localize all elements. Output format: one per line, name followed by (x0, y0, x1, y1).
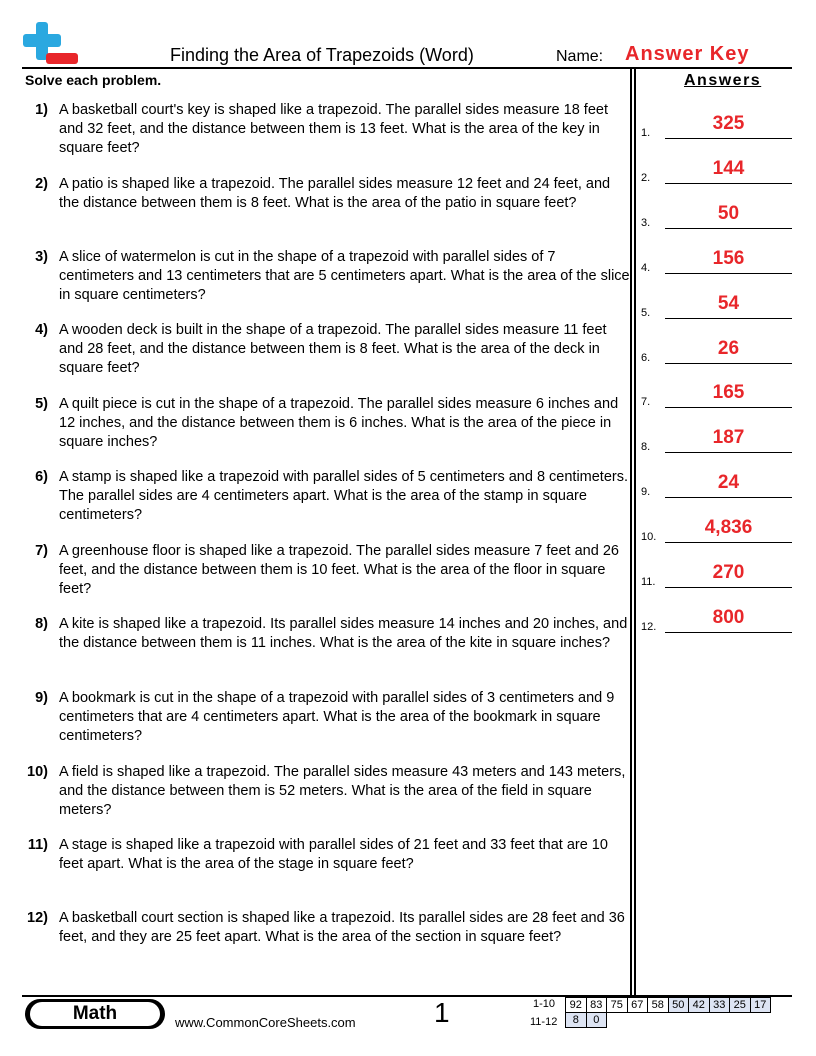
answer-line (665, 138, 792, 139)
problem-text: A basketball court's key is shaped like a trapezoid. The parallel sides measure 18 feet and 32 feet, and the distance between them is 13 feet. What is the area of the key in square feet? (59, 102, 608, 157)
answer-value: 800 (712, 607, 745, 628)
answer-line (665, 497, 792, 498)
problem-number: 10) (27, 764, 48, 780)
column-divider-right (634, 68, 636, 996)
score-row-label: 1-10 (533, 998, 556, 1010)
problem-number: 5) (35, 396, 48, 412)
answer-number: 8. (641, 441, 651, 453)
score-cell: 58 (648, 998, 669, 1013)
answer-row (641, 468, 792, 498)
answer-value: 156 (712, 248, 745, 269)
worksheet-title: Finding the Area of Trapezoids (Word) (170, 45, 474, 65)
name-label: Name: (556, 48, 604, 65)
header-divider (22, 67, 792, 69)
problem-text: A stamp is shaped like a trapezoid with parallel sides of 5 centimeters and 8 centimeters. The parallel sides are 4 centimeters apart. What is the area of the stamp in square centimeters? (59, 469, 629, 524)
answer-number: 7. (641, 396, 651, 408)
answer-row (641, 423, 792, 453)
answer-value: 50 (717, 203, 740, 224)
answer-number: 1. (641, 127, 651, 139)
answer-line (665, 542, 792, 543)
answer-value: 54 (717, 293, 740, 314)
answer-line (665, 452, 792, 453)
answer-value: 165 (712, 382, 745, 403)
answer-line (665, 273, 792, 274)
answer-row (641, 334, 792, 364)
score-cell: 17 (750, 998, 771, 1013)
problem-number: 2) (35, 176, 48, 192)
score-cell: 67 (627, 998, 648, 1013)
score-cell: 33 (709, 998, 730, 1013)
answer-row (641, 513, 792, 543)
answer-number: 3. (641, 217, 651, 229)
plus-minus-logo-icon (22, 22, 80, 68)
answer-number: 2. (641, 172, 651, 184)
score-cell: 42 (689, 998, 710, 1013)
problem-text: A bookmark is cut in the shape of a trapezoid with parallel sides of 3 centimeters and 9 centimeters that are 4 centimeters apart. What is the area of the bookmark in square centimeters? (59, 690, 615, 745)
problem-number: 12) (27, 910, 48, 926)
answer-line (665, 363, 792, 364)
answer-row (641, 558, 792, 588)
problem-number: 6) (35, 469, 48, 485)
answer-number: 10. (641, 531, 657, 543)
problem-text: A basketball court section is shaped like a trapezoid. Its parallel sides are 28 feet and 36 feet, and they are 25 feet apart. What is the area of the section in square feet? (59, 910, 625, 946)
problem-text: A wooden deck is built in the shape of a trapezoid. The parallel sides measure 11 feet and 28 feet, and the distance between them is 8 feet. What is the area of the deck in square feet? (59, 322, 607, 377)
answer-row (641, 289, 792, 319)
answer-number: 4. (641, 262, 651, 274)
answer-row (641, 603, 792, 633)
answer-row (641, 109, 792, 139)
answer-value: 4,836 (704, 517, 753, 538)
problem-number: 7) (35, 543, 48, 559)
subject-badge (25, 999, 165, 1029)
problem-number: 1) (35, 102, 48, 118)
problem-number: 8) (35, 616, 48, 632)
score-cell: 83 (586, 998, 607, 1013)
answer-line (665, 318, 792, 319)
answer-number: 6. (641, 352, 651, 364)
answer-row (641, 378, 792, 408)
problem-number: 11) (27, 837, 48, 853)
problem-text: A stage is shaped like a trapezoid with parallel sides of 21 feet and 33 feet that are 10 feet apart. What is the area of the stage in square feet? (59, 837, 608, 873)
answer-key-label: Answer Key (625, 43, 750, 65)
score-row (566, 998, 771, 1013)
answer-number: 9. (641, 486, 651, 498)
problem-text: A greenhouse floor is shaped like a trapezoid. The parallel sides measure 7 feet and 26 feet, and the distance between them is 10 feet. What is the area of the floor in square feet? (59, 543, 619, 598)
instructions: Solve each problem. (25, 72, 162, 88)
score-row-label: 11-12 (530, 1016, 558, 1028)
answer-value: 144 (712, 158, 745, 179)
subject-label: Math (30, 1002, 160, 1026)
answer-value: 187 (712, 427, 745, 448)
score-table (565, 997, 771, 1028)
answer-line (665, 632, 792, 633)
problem-number: 9) (35, 690, 48, 706)
problem-text: A field is shaped like a trapezoid. The parallel sides measure 43 meters and 143 meters, and the distance between them is 52 meters. What is the area of the field in square meters? (59, 764, 626, 819)
problem-text: A patio is shaped like a trapezoid. The parallel sides measure 12 feet and 24 feet, and the distance between them is 8 feet. What is the area of the patio in square feet? (59, 176, 611, 212)
answer-number: 11. (641, 576, 656, 588)
problem-text: A kite is shaped like a trapezoid. Its parallel sides measure 14 inches and 20 inches, and the distance between them is 11 inches. What is the area of the kite in square inches? (59, 616, 628, 652)
score-cell: 0 (586, 1013, 607, 1028)
problem-number: 4) (35, 322, 48, 338)
answer-row (641, 154, 792, 184)
score-cell: 50 (668, 998, 689, 1013)
answer-line (665, 587, 792, 588)
column-divider-left (630, 68, 632, 996)
answer-number: 5. (641, 307, 651, 319)
answer-value: 24 (717, 472, 740, 493)
answer-line (665, 407, 792, 408)
answer-row (641, 244, 792, 274)
website-link[interactable]: www.CommonCoreSheets.com (175, 1015, 356, 1030)
answer-row (641, 199, 792, 229)
answer-number: 12. (641, 621, 657, 633)
answers-header: Answers (684, 72, 762, 89)
problem-text: A slice of watermelon is cut in the shape of a trapezoid with parallel sides of 7 centimeters and 13 centimeters that are 5 centimeters apart. What is the area of the slice in square centimeters? (59, 249, 630, 304)
score-cell: 8 (566, 1013, 587, 1028)
answer-line (665, 183, 792, 184)
answer-value: 26 (717, 338, 740, 359)
score-row (566, 1013, 771, 1028)
problem-number: 3) (35, 249, 48, 265)
answer-line (665, 228, 792, 229)
problem-text: A quilt piece is cut in the shape of a trapezoid. The parallel sides measure 6 inches and 12 inches, and the distance between them is 6 inches. What is the area of the piece in square inches? (59, 396, 619, 451)
answer-value: 270 (712, 562, 745, 583)
score-cell: 92 (566, 998, 587, 1013)
score-cell: 75 (607, 998, 628, 1013)
answer-value: 325 (712, 113, 745, 134)
page-number: 1 (434, 997, 450, 1028)
score-cell: 25 (730, 998, 751, 1013)
